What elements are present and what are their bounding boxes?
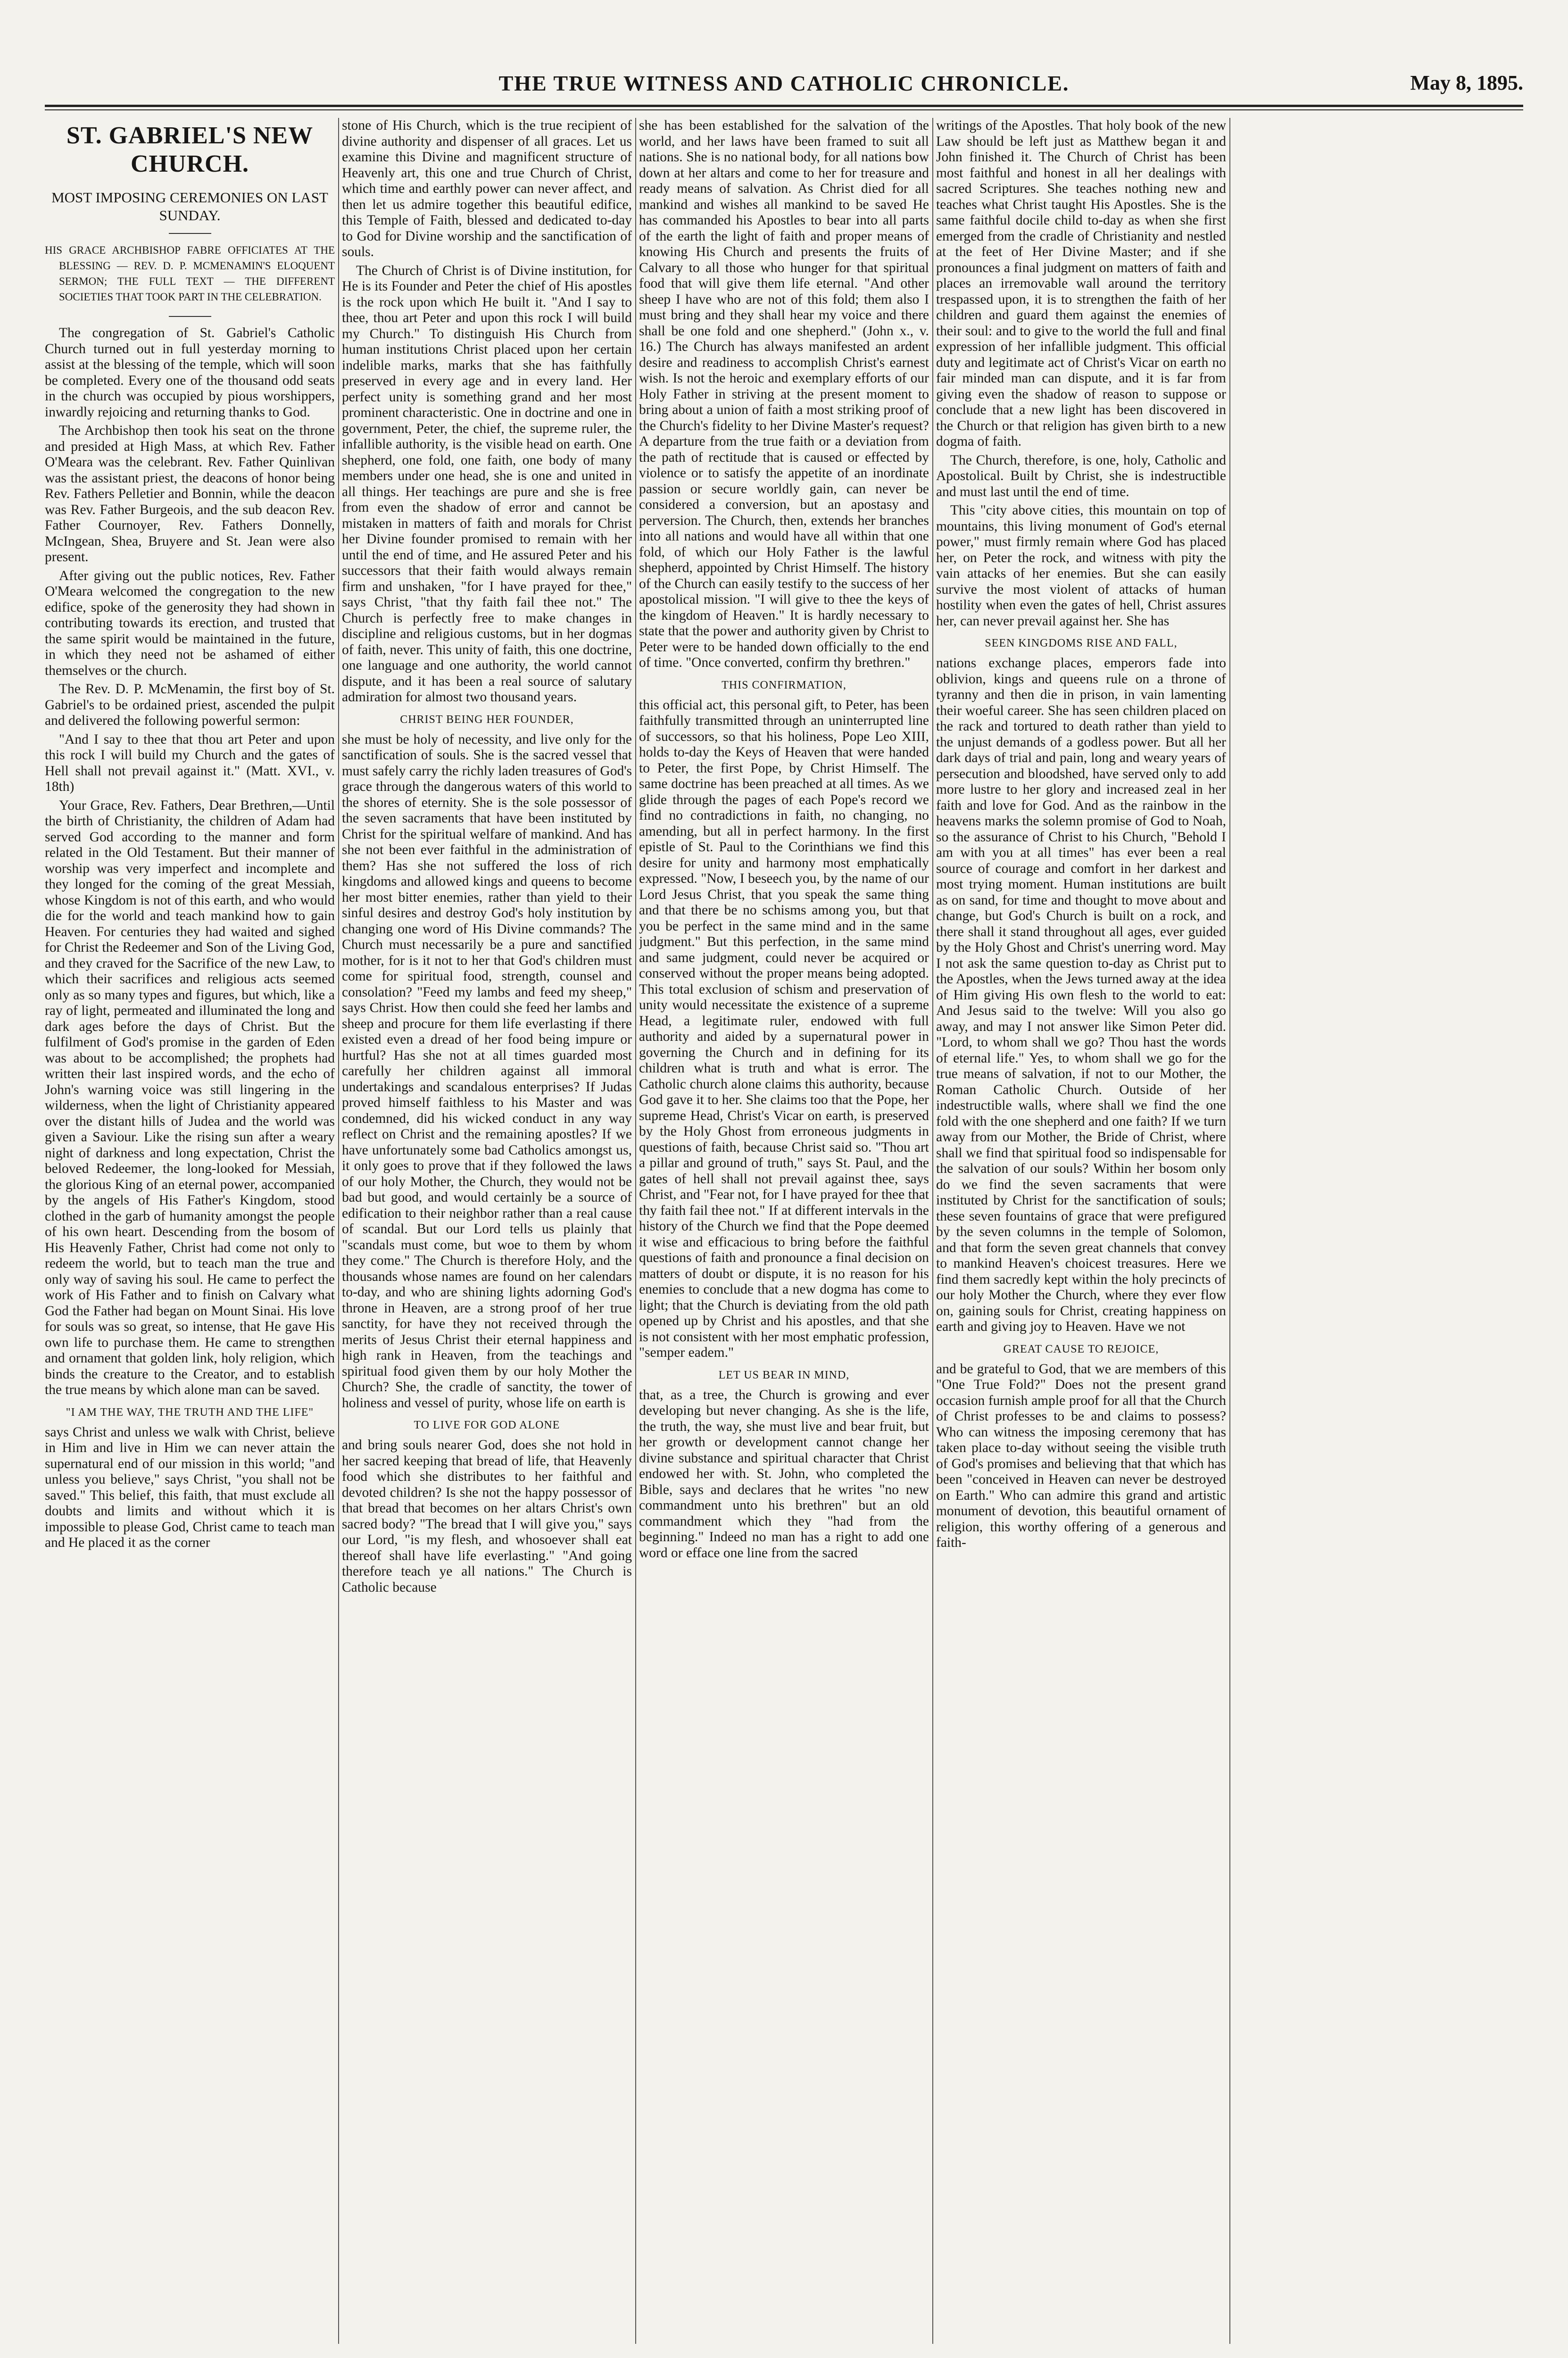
newspaper-title: THE TRUE WITNESS AND CATHOLIC CHRONICLE. [498,71,1070,95]
paragraph: she must be holy of necessity, and live only for the sanctification of souls. She is the sacred vessel that must safely carry the richly laden treasures of God's grace through the dangerous waters of this world to the shores of eternity. She is the sole possessor of the seven sacraments that have been instituted by Christ for the spiritual welfare of mankind. And has she not been ever faithful in the administration of them? Has she not suffered the loss of rich kingdoms and allowed kings and queens to become her most bitter enemies, rather than yield to their sinful desires and destroy God's holy institution by changing one word of His Divine commands? The Church must necessarily be a pure and sanctified mother, for is it not to her that God's children must come for spiritual food, strength, counsel and consolation? "Feed my lambs and feed my sheep," says Christ. How then could she feed her lambs and sheep and procure for them life everlasting if there existed even a dread of her food being impure or hurtful? Has she not at all times guarded most carefully her children against all immoral undertakings and scandalous enterprises? If Judas proved himself faithless to his Master and was condemned, did his wicked conduct in any way reflect on Christ and the remaining apostles? If we have unfortunately some bad Catholics amongst us, it only goes to prove that if they followed the laws of our holy Mother, the Church, they would not be bad but good, and would certainly be a source of edification to their neighbor rather than a real cause of scandal. But our Lord tells us plainly that "scandals must come, but woe to them by whom they come." The Church is therefore Holy, and the thousands whose names are found on her calendars to-day, and who are shining lights adorning God's throne in Heaven, are a strong proof of her true sanctity, for have they not received through the merits of Jesus Christ their eternal happiness and high rank in Heaven, from the teachings and spiritual food given them by our holy Mother the Church? She, the cradle of sanctity, the tower of holiness and vessel of purity, whose life on earth is [342,731,632,1411]
section-subhead: "I AM THE WAY, THE TRUTH AND THE LIFE" [66,1406,314,1419]
paragraph: this official act, this personal gift, to Peter, has been faithfully transmitted through an uninterrupted line of successors, so that his holiness, Pope Leo XIII, holds to-day the Keys of Heaven that were handed to Peter, the first Pope, by Christ Himself. The same doctrine has been preached at all times. As we glide through the pages of each Pope's record we find no contradictions in faith, no changing, no amending, but all in perfect harmony. In the first epistle of St. Paul to the Corinthians we find this desire for unity and harmony most emphatically expressed. "Now, I beseech you, by the name of our Lord Jesus Christ, that you speak the same thing and that there be no schisms among you, but that you be perfect in the same mind and in the same judgment." But this perfection, in the same mind and same judgment, could never be acquired or conserved without the proper means being adopted. This total exclusion of schism and preservation of unity would necessitate the existence of a supreme Head, a legitimate ruler, endowed with full authority and aided by a supernatural power in governing the Church and in defining for its children what is truth and what is error. The Catholic church alone claims this authority, because God gave it to her. She claims too that the Pope, her supreme Head, Christ's Vicar on earth, is preserved by the Holy Ghost from erroneous judgments in questions of faith, because Christ said so. "Thou art a pillar and ground of truth," says St. Paul, and the gates of hell shall not prevail against thee, says Christ, and "Fear not, for I have prayed for thee that thy faith fail thee not." If at different intervals in the history of the Church we find that the Pope deemed it wise and efficacious to bring before the faithful questions of faith and pronounce a final decision on matters of doubt or dispute, it is no reason for his enemies to conclude that a new dogma has come to light; that the Church is deviating from the old path opened up by Christ and his apostles, and that she is not consistent with her most emphatic profession, "semper eadem." [639,697,929,1360]
masthead [45,71,1523,100]
column-4 [936,118,1226,2344]
masthead-rule-thin [45,109,1523,110]
column-3 [639,118,929,2344]
paragraph: This "city above cities, this mountain on top of mountains, this living monument of God's eternal power," must firmly remain where God has placed her, on Peter the rock, and witness with pity the vain attacks of her enemies. But she can easily survive the most violent of attacks of human hostility when even the gates of hell, Christ assures her, can never prevail against her. She has [936,503,1226,629]
article-columns [45,118,1523,2344]
column-1 [45,118,335,2344]
paragraph: writings of the Apostles. That holy book of the new Law should be left just as Matthew began it and John finished it. The Church of Christ has been most faithful and honest in all her dealings with sacred Scriptures. She teaches nothing new and teaches what Christ taught His Apostles. She is the same faithful docile child to-day as when she first emerged from the cradle of Christianity and nestled at the feet of Her Divine Master; and if she pronounces a final judgment on matters of faith and places an irremovable wall around the territory trespassed upon, it is to strengthen the faith of her children and guard them against the enemies of their soul: and to give to the world the full and final expression of her infallible judgment. This official duty and legitimate act of Christ's Vicar on earth no fair minded man can dispute, and it is far from giving even the shadow of reason to suppose or conclude that a new light has been discovered in the Church or that religion has given birth to a new dogma of faith. [936,118,1226,449]
paragraph: and bring souls nearer God, does she not hold in her sacred keeping that bread of life, that Heavenly food which she distributes to her faithful and devoted children? Is she not the happy possessor of that bread that becomes on her altars Christ's own sacred body? "The bread that I will give you," says our Lord, "is my flesh, and whosoever shall eat thereof shall have life everlasting." "And going therefore teach ye all nations." The Church is Catholic because [342,1437,632,1595]
paragraph: The Rev. D. P. McMenamin, the first boy of St. Gabriel's to be ordained priest, ascended the pulpit and delivered the following powerful sermon: [45,681,335,728]
paragraph: Your Grace, Rev. Fathers, Dear Brethren,—Until the birth of Christianity, the children of Adam had served God according to the manner and form related in the Old Testament. But their manner of worship was very imperfect and incomplete and they longed for the coming of the great Messiah, whose Kingdom is not of this earth, and who would die for the world and teach mankind how to gain Heaven. For centuries they had waited and sighed for Christ the Redeemer and Son of the Living God, and they craved for the Sacrifice of the new Law, to which their sacrifices and religious acts seemed only as so many types and figures, but which, like a ray of light, permeated and illuminated the long and dark ages before the days of Christ. But the fulfilment of God's promise in the garden of Eden was about to be accomplished; the prophets had written their last inspired words, and the echo of John's warning voice was still lingering in the wilderness, when the light of Christianity appeared over the distant hills of Judea and the world was given a Saviour. Like the rising sun after a weary night of darkness and long expectation, Christ the beloved Redeemer, the long-looked for Messiah, the glorious King of an eternal power, accompanied by the angels of His Father's Kingdom, stood clothed in the garb of humanity amongst the people of his own heart. Descending from the bosom of His Heavenly Father, Christ had come not only to redeem the world, but to teach man the true and only way of saving his soul. He came to perfect the work of His Father and to finish on Calvary what God the Father had began on Mount Sinai. His love for souls was so great, so intense, that He gave His own life to purchase them. He came to strengthen and ornament that golden link, holy religion, which binds the creature to the Creator, and to establish the true means by which alone man can be saved. [45,797,335,1397]
section-subhead: LET US BEAR IN MIND, [718,1369,850,1381]
paragraph: The Archbishop then took his seat on the throne and presided at High Mass, at which Rev. Father O'Meara was the celebrant. Rev. Father Quinlivan was the assistant priest, the deacons of honor being Rev. Fathers Pelletier and Bonnin, while the deacon was Rev. Father Burgeois, and the sub deacon Rev. Father Cournoyer, Rev. Fathers Donnelly, McIngean, Shea, Bruyere and St. Jean were also present. [45,423,335,565]
paragraph: and be grateful to God, that we are members of this "One True Fold?" Does not the present grand occasion furnish ample proof for all that the Church of Christ professes to be and claims to possess? Who can witness the imposing ceremony that has taken place to-day without seeing the visible truth of God's promises and believing that that which has been "conceived in Heaven can never be destroyed on Earth." Who can admire this grand and artistic monument of devotion, this beautiful ornament of religion, this worthy offering of a generous and faith- [936,1361,1226,1550]
paragraph: says Christ and unless we walk with Christ, believe in Him and live in Him we can never attain the supernatural end of our mission in this world; "and unless you believe," says Christ, "you shall not be saved." This belief, this faith, that must exclude all doubts and limits and without which it is impossible to please God, Christ came to teach man and He placed it as the corner [45,1424,335,1550]
paragraph: After giving out the public notices, Rev. Father O'Meara welcomed the congregation to the new edifice, spoke of the generosity they had shown in contributing towards its erection, and trusted that the same spirit would be maintained in the future, in which they need not be ashamed of either themselves or the church. [45,568,335,678]
section-subhead: GREAT CAUSE TO REJOICE, [1003,1343,1159,1355]
summary-rule [169,316,211,317]
paragraph: The congregation of St. Gabriel's Catholic Church turned out in full yesterday morning to assist at the blessing of the temple, which will soon be completed. Every one of the thousand odd seats in the church was occupied by pious worshippers, inwardly rejoicing and returning thanks to God. [45,325,335,420]
article-deck: MOST IMPOSING CEREMONIES ON LAST SUNDAY. [51,189,328,224]
paragraph: nations exchange places, emperors fade into oblivion, kings and queens rule on a throne of tyranny and then die in prison, in vain lamenting their woeful career. She has seen children placed on the rack and tortured to death rather than yield to the unjust demands of a godless power. But all her dark days of trial and pain, long and weary years of persecution and bloodshed, have served only to add more lustre to her glory and increased zeal in her faith and love for God. And as the rainbow in the heavens marks the solemn promise of God to Noah, so the assurance of Christ to his Church, "Behold I am with you at all times" has ever been a real source of courage and comfort in her darkest and most trying moment. Human institutions are built as on sand, for time and thought to move about and change, but God's Church is built on a rock, and there shall it stand throughout all ages, ever guided by the Holy Ghost and Christ's unerring word. May I not ask the same question to-day as Christ put to the Apostles, when the Jews turned away at the idea of Him giving His own flesh to the world to eat: And Jesus said to the twelve: Will you also go away, and may I not answer like Simon Peter did. "Lord, to whom shall we go? Thou hast the words of eternal life." Yes, to whom shall we go for the true means of salvation, if not to our Mother, the Roman Catholic Church. Outside of her indestructible walls, where shall we find the one fold with the one shepherd and one faith? If we turn away from our Mother, the Bride of Christ, where shall we find that spiritual food so indispensable for the salvation of our souls? Within her bosom only do we find the seven sacraments that were instituted by Christ for the sanctification of souls; these seven fountains of grace that were prefigured by the seven columns in the temple of Solomon, and that form the seven great channels that convey to mankind Heaven's choicest treasures. Here we find them sacredly kept within the holy precincts of our holy Mother the Church, where they ever flow on, gaining souls for Christ, creating happiness on earth and giving joy to Heaven. Have we not [936,656,1226,1334]
paragraph: stone of His Church, which is the true recipient of divine authority and dispenser of all graces. Let us examine this Divine and magnificent structure of Heavenly art, this one and true Church of Christ, which time and earthly power can never affect, and then let us admire together this beautiful edifice, this Temple of Faith, blessed and dedicated to-day to God for Divine worship and the sanctification of souls. [342,118,632,259]
masthead-rule [45,105,1523,107]
article-summary: HIS GRACE ARCHBISHOP FABRE OFFICIATES AT THE BLESSING — REV. D. P. MCMENAMIN'S ELOQUENT SERMON; THE FULL TEXT — THE DIFFERENT SOCIETIES THAT TOOK PART IN THE CELEBRATION. [45,244,335,303]
paragraph: that, as a tree, the Church is growing and ever developing but never changing. As she is the life, the truth, the way, she must live and bear fruit, but her growth or development cannot change her divine substance and spiritual character that Christ endowed her with. St. John, who completed the Bible, says and declares that he writes "no new commandment unto his brethren" but an old commandment which they "had from the beginning." Indeed no man has a right to add one word or efface one line from the sacred [639,1387,929,1561]
section-subhead: CHRIST BEING HER FOUNDER, [400,713,574,726]
section-subhead: THIS CONFIRMATION, [722,679,846,691]
article-headline: ST. GABRIEL'S NEW CHURCH. [66,122,314,177]
scripture-quote: "And I say to thee that thou art Peter and upon this rock I will build my Church and the gates of Hell shall not prevail against it." (Matt. XVI., v. 18th) [45,731,335,794]
paragraph: The Church, therefore, is one, holy, Catholic and Apostolical. Built by Christ, she is indestructible and must last until the end of time. [936,452,1226,499]
column-divider [338,118,339,2344]
column-divider [635,118,636,2344]
deck-rule [169,233,211,234]
paragraph: The Church of Christ is of Divine institution, for He is its Founder and Peter the chief of His apostles is the rock upon which He built it. "And I say to thee, thou art Peter and upon this rock I will build my Church." To distinguish His Church from human institutions Christ placed upon her certain indelible marks, marks that she has faithfully preserved in every age and in every land. Her perfect unity is something grand and her most prominent characteristic. One in doctrine and one in government, Peter, the chief, the supreme ruler, the infallible authority, is the visible head on earth. One shepherd, one fold, one faith, one body of many members under one head, she is one and united in all things. Her teachings are pure and she is free from even the shadow of error and cannot be mistaken in matters of faith and morals for Christ her Divine founder promised to remain with her until the end of time, and He assured Peter and his successors that their faith would always remain firm and unshaken, "for I have prayed for thee," says Christ, "that thy faith fail thee not." The Church is perfectly free to make changes in discipline and religious customs, but in her dogmas of faith, never. This unity of faith, this one doctrine, one language and one authority, the world cannot dispute, and it has been a real source of salutary admiration for almost two thousand years. [342,263,632,705]
issue-date: May 8, 1895. [1410,71,1523,94]
paragraph: she has been established for the salvation of the world, and her laws have been framed to suit all nations. She is no national body, for all nations bow down at her altars and come to her for treasure and ready means of salvation. As Christ died for all mankind and wishes all mankind to be saved He has commanded his Apostles to bear into all parts of the earth the light of faith and proper means of knowing His Church and presents the fruits of Calvary to all those who hunger for that spiritual food that will give them life eternal. "And other sheep I have who are not of this fold; them also I must bring and they shall hear my voice and there shall be one fold and one shepherd." (John x., v. 16.) The Church has always manifested an ardent desire and readiness to accomplish Christ's earnest wish. Is not the heroic and exemplary efforts of our Holy Father in striving at the present moment to bring about a union of faith a most striking proof of the Church's fidelity to her Divine Master's request? A departure from the true faith or a deviation from the path of rectitude that is caused or effected by violence or to satisfy the appetite of an inordinate passion or secure worldly gain, can never be considered a conversion, but an apostasy and perversion. The Church, then, extends her branches into all nations and would have all within that one fold, of which our Holy Father is the lawful shepherd, appointed by Christ Himself. The history of the Church can easily testify to the success of her apostolical mission. "I will give to thee the keys of the kingdom of Heaven." It is hardly necessary to state that the power and authority given by Christ to Peter were to be handed down officially to the end of time. "Once converted, confirm thy brethren." [639,118,929,670]
column-divider [1229,118,1230,2344]
column-2 [342,118,632,2344]
section-subhead: TO LIVE FOR GOD ALONE [414,1419,560,1431]
column-divider [932,118,933,2344]
section-subhead: SEEN KINGDOMS RISE AND FALL, [985,637,1178,649]
